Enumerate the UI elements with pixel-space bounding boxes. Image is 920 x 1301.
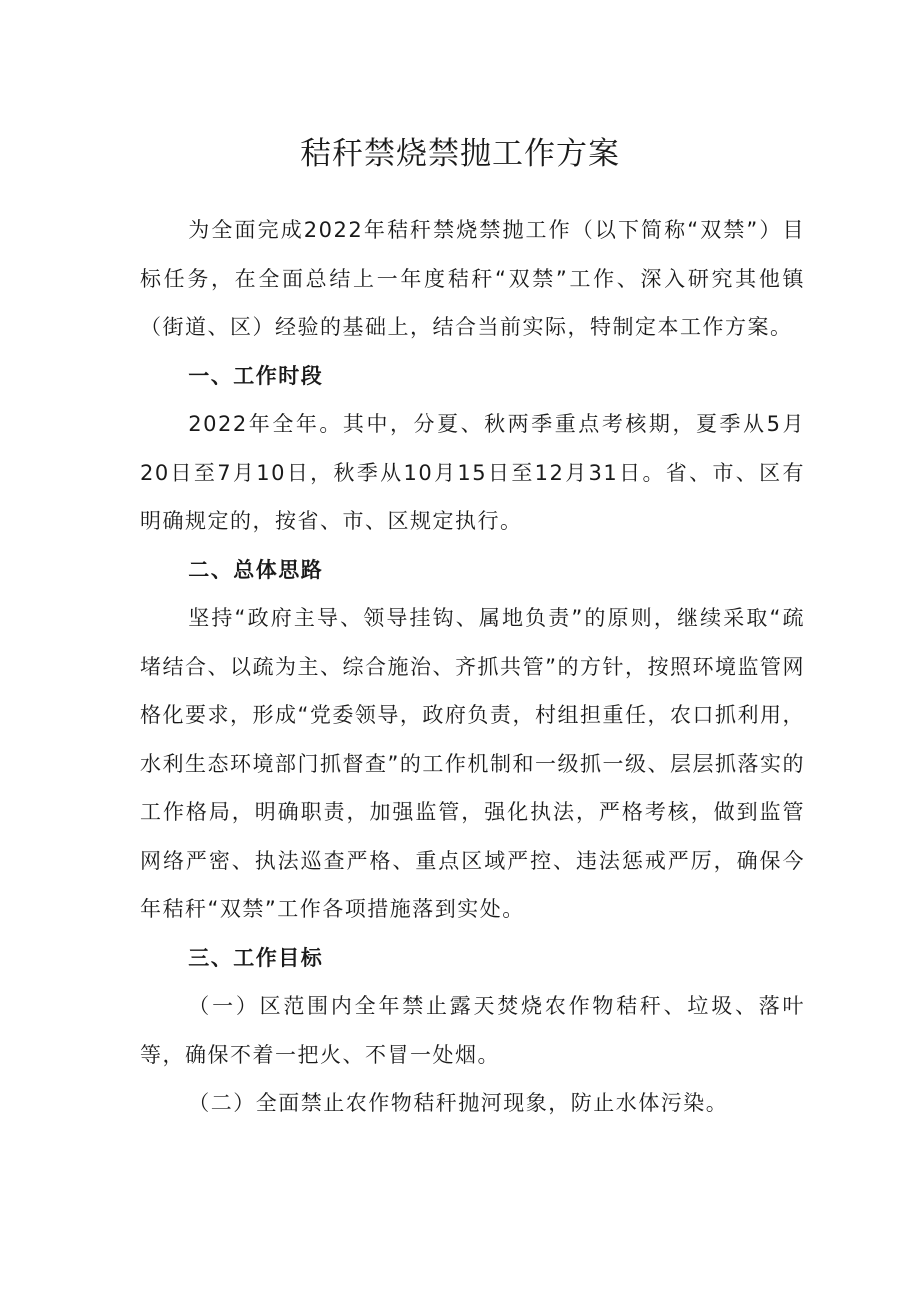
work-period-paragraph: 2022年全年。其中，分夏、秋两季重点考核期，夏季从5月20日至7月10日，秋季从10月15日至12月31日。省、市、区有明确规定的，按省、市、区规定执行。 xyxy=(140,412,805,533)
section-heading-work-goals: 三、工作目标 xyxy=(188,945,324,970)
work-goal-item-2: （二）全面禁止农作物秸秆抛河现象，防止水体污染。 xyxy=(188,1091,729,1115)
work-goal-item-1: （一）区范围内全年禁止露天焚烧农作物秸秆、垃圾、落叶等，确保不着一把火、不冒一处烟。 xyxy=(140,994,805,1067)
intro-paragraph: 为全面完成2022年秸秆禁烧禁抛工作（以下简称“双禁”）目标任务，在全面总结上一年度秸秆“双禁”工作、深入研究其他镇（街道、区）经验的基础上，结合当前实际，特制定本工作方案。 xyxy=(140,218,805,339)
section-heading-overall-approach: 二、总体思路 xyxy=(188,557,324,582)
overall-approach-paragraph: 坚持“政府主导、领导挂钩、属地负责”的原则，继续采取“疏堵结合、以疏为主、综合施治、齐抓共管”的方针，按照环境监管网格化要求，形成“党委领导，政府负责，村组担重任，农口抓利用，水利生态环境部门抓督查”的工作机制和一级抓一级、层层抓落实的工作格局，明确职责，加强监管，强化执法，严格考核，做到监管网络严密、执法巡查严格、重点区域严控、违法惩戒严厉，确保今年秸秆“双禁”工作各项措施落到实处。 xyxy=(140,606,805,921)
document-title: 秸秆禁烧禁抛工作方案 xyxy=(300,136,620,172)
section-heading-work-period: 一、工作时段 xyxy=(188,363,324,388)
document-body xyxy=(140,206,805,1128)
